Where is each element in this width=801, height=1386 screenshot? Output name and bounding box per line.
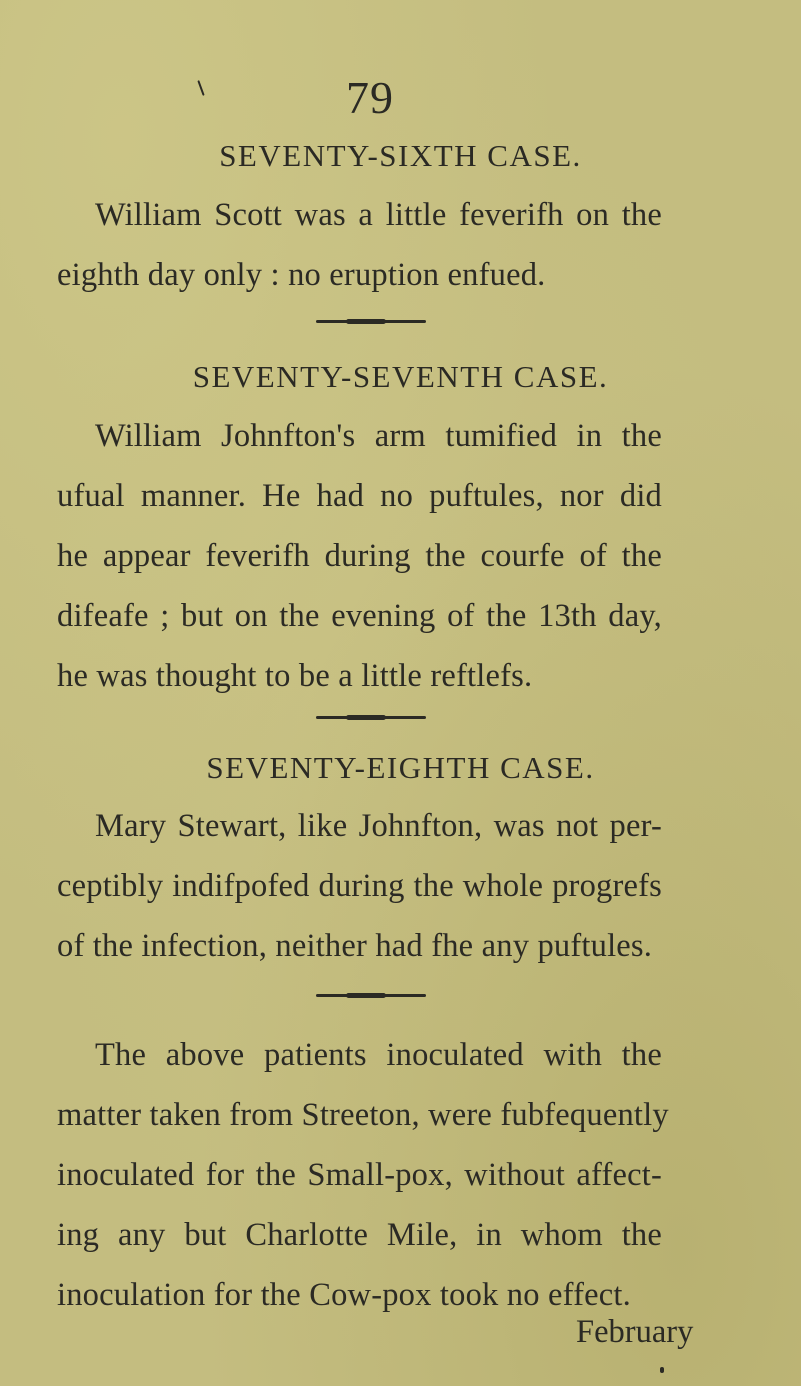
text-line: William Johnfton's arm tumified in the bbox=[95, 418, 662, 454]
summary-paragraph bbox=[57, 1025, 669, 1325]
case-heading-seventy-sixth: SEVENTY-SIXTH CASE. bbox=[219, 138, 582, 173]
text-line: The above patients inoculated with the bbox=[95, 1037, 662, 1073]
section-divider bbox=[316, 994, 426, 997]
text-line: Mary Stewart, like Johnfton, was not per- bbox=[95, 808, 662, 844]
text-line: of the infection, neither had fhe any puftules. bbox=[57, 928, 653, 964]
catchword: February bbox=[576, 1314, 694, 1350]
text-line: matter taken from Streeton, were fubfequently bbox=[57, 1097, 669, 1133]
ink-speck bbox=[660, 1367, 664, 1373]
case-heading-seventy-seventh: SEVENTY-SEVENTH CASE. bbox=[192, 359, 609, 394]
text-line: inoculated for the Small-pox, without affect- bbox=[57, 1157, 662, 1193]
text-line: eighth day only : no eruption enfued. bbox=[57, 257, 546, 293]
ink-speck bbox=[197, 80, 204, 96]
text-line: he appear feverifh during the courfe of the bbox=[57, 538, 662, 574]
case-paragraph-seventy-eighth bbox=[57, 796, 662, 976]
text-line: William Scott was a little feverifh on the bbox=[95, 197, 662, 233]
text-line: ufual manner. He had no puftules, nor did bbox=[57, 478, 662, 514]
text-line: ing any but Charlotte Mile, in whom the bbox=[57, 1217, 662, 1253]
page-number: 79 bbox=[346, 72, 394, 123]
text-line: inoculation for the Cow-pox took no effect. bbox=[57, 1277, 631, 1313]
case-heading-seventy-eighth: SEVENTY-EIGHTH CASE. bbox=[206, 750, 595, 785]
case-paragraph-seventy-seventh bbox=[57, 406, 662, 706]
text-line: he was thought to be a little reftlefs. bbox=[57, 658, 533, 694]
section-divider bbox=[316, 320, 426, 323]
text-line: ceptibly indifpofed during the whole progrefs bbox=[57, 868, 662, 904]
section-divider bbox=[316, 716, 426, 719]
text-line: difeafe ; but on the evening of the 13th day, bbox=[57, 598, 662, 634]
case-paragraph-seventy-sixth bbox=[57, 185, 662, 305]
